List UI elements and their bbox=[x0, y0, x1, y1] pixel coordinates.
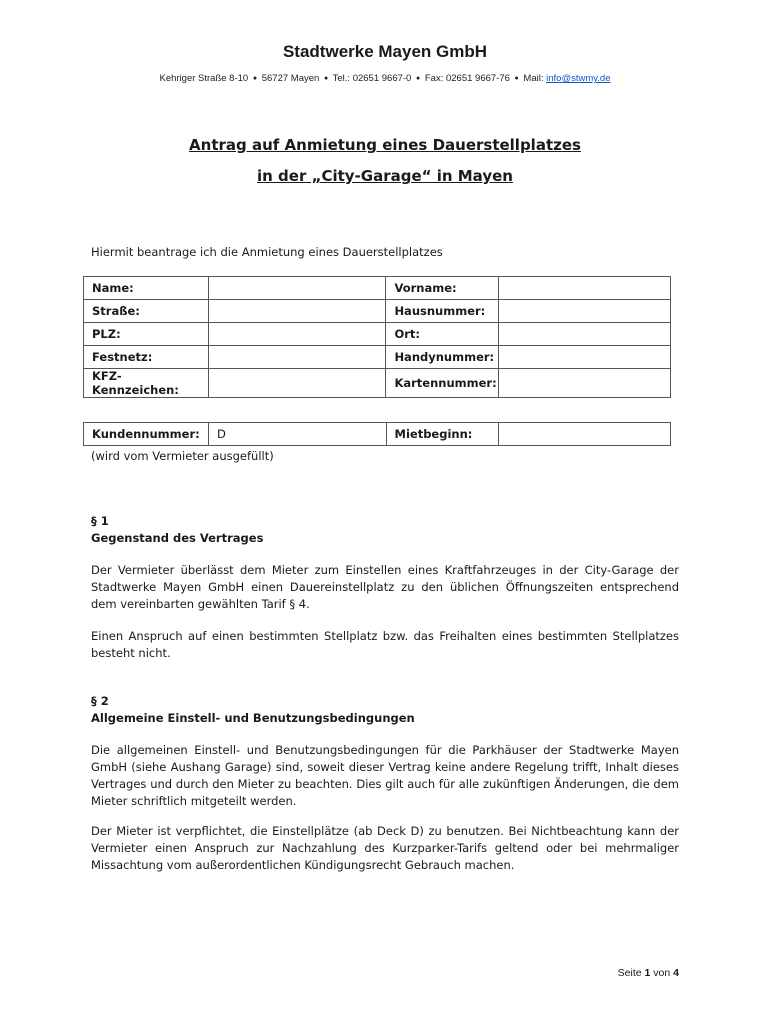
section-number: § 2 bbox=[91, 694, 109, 708]
section-heading: Allgemeine Einstell- und Benutzungsbedingungen bbox=[91, 711, 415, 725]
address-phone: Tel.: 02651 9667-0 bbox=[332, 73, 412, 84]
page-number: 1 bbox=[644, 967, 651, 979]
section-paragraph: Der Vermieter überlässt dem Mieter zum Einstellen eines Kraftfahrzeuges in der City-Garage der Stadtwerke Mayen GmbH einen Dauereinstellplatz zu den üblichen Öffnungszeiten entsprechend dem vereinbarten gewählten Tarif § 4. bbox=[91, 563, 679, 611]
field-label: KFZ-Kennzeichen: bbox=[84, 369, 209, 398]
field-label: Straße: bbox=[84, 300, 209, 323]
section-number: § 1 bbox=[91, 514, 109, 528]
festnetz-field[interactable] bbox=[208, 346, 386, 369]
address-street: Kehriger Straße 8-10 bbox=[159, 73, 249, 84]
company-name: Stadtwerke Mayen GmbH bbox=[282, 42, 488, 61]
of-word: von bbox=[653, 967, 671, 979]
section-paragraph: Einen Anspruch auf einen bestimmten Stellplatz bzw. das Freihalten eines bestimmten Stellplatzes besteht nicht. bbox=[91, 629, 679, 660]
section-paragraph: Die allgemeinen Einstell- und Benutzungsbedingungen für die Parkhäuser der Stadtwerke Mayen GmbH (siehe Aushang Garage) sind, soweit dieser Vertrag keine andere Regelung trifft, Inhalt dieses Vertrages und durch den Mieter zu beachten. Dies gilt auch für alle zukünftigen Änderungen, die dem Mieter schriftlich mitgeteilt werden. bbox=[91, 743, 679, 808]
address-mail-label: Mail: bbox=[523, 73, 544, 84]
field-label: Name: bbox=[84, 277, 209, 300]
field-label: Ort: bbox=[386, 323, 499, 346]
plz-field[interactable] bbox=[208, 323, 386, 346]
kfz-kennzeichen-field[interactable] bbox=[208, 369, 386, 398]
document-subtitle: in der „City-Garage“ in Mayen bbox=[257, 167, 513, 185]
field-label: Kundennummer: bbox=[84, 423, 209, 446]
page-total: 4 bbox=[673, 967, 679, 979]
applicant-form bbox=[83, 276, 671, 398]
field-label: PLZ: bbox=[84, 323, 209, 346]
section-heading: Gegenstand des Vertrages bbox=[91, 531, 264, 545]
customer-note: (wird vom Vermieter ausgefüllt) bbox=[91, 449, 274, 463]
company-address bbox=[0, 73, 770, 84]
separator-dot: ● bbox=[514, 74, 519, 82]
separator-dot: ● bbox=[323, 74, 329, 82]
vorname-field[interactable] bbox=[499, 277, 671, 300]
address-fax: Fax: 02651 9667-76 bbox=[424, 73, 510, 84]
form-row bbox=[84, 323, 671, 346]
kartennummer-field[interactable] bbox=[499, 369, 671, 398]
document-title: Antrag auf Anmietung eines Dauerstellplatzes bbox=[189, 136, 581, 154]
handynummer-field[interactable] bbox=[499, 346, 671, 369]
intro-text: Hiermit beantrage ich die Anmietung eines Dauerstellplatzes bbox=[91, 245, 443, 259]
field-label: Hausnummer: bbox=[386, 300, 499, 323]
mietbeginn-field[interactable] bbox=[499, 423, 671, 446]
form-row bbox=[84, 369, 671, 398]
address-city: 56727 Mayen bbox=[261, 73, 320, 84]
form-row bbox=[84, 423, 671, 446]
customer-form bbox=[83, 422, 671, 446]
name-field[interactable] bbox=[208, 277, 386, 300]
page-word: Seite bbox=[617, 967, 642, 979]
kundennummer-field[interactable]: D bbox=[208, 423, 386, 446]
section-paragraph: Der Mieter ist verpflichtet, die Einstellplätze (ab Deck D) zu benutzen. Bei Nichtbeachtung kann der Vermieter einen Anspruch zur Nachzahlung des Kurzparker-Tarifs geltend oder bei mehrmaliger Missachtung vom außerordentlichen Kündigungsrecht Gebrauch machen. bbox=[91, 824, 679, 872]
ort-field[interactable] bbox=[499, 323, 671, 346]
mail-link[interactable]: info@stwmy.de bbox=[546, 73, 611, 84]
separator-dot: ● bbox=[415, 74, 421, 82]
hausnummer-field[interactable] bbox=[499, 300, 671, 323]
page-footer bbox=[618, 967, 679, 979]
strasse-field[interactable] bbox=[208, 300, 386, 323]
field-label: Mietbeginn: bbox=[386, 423, 499, 446]
field-label: Vorname: bbox=[386, 277, 499, 300]
field-label: Festnetz: bbox=[84, 346, 209, 369]
field-label: Kartennummer: bbox=[386, 369, 499, 398]
form-row bbox=[84, 346, 671, 369]
form-row bbox=[84, 300, 671, 323]
form-row bbox=[84, 277, 671, 300]
separator-dot: ● bbox=[252, 74, 258, 82]
field-label: Handynummer: bbox=[386, 346, 499, 369]
